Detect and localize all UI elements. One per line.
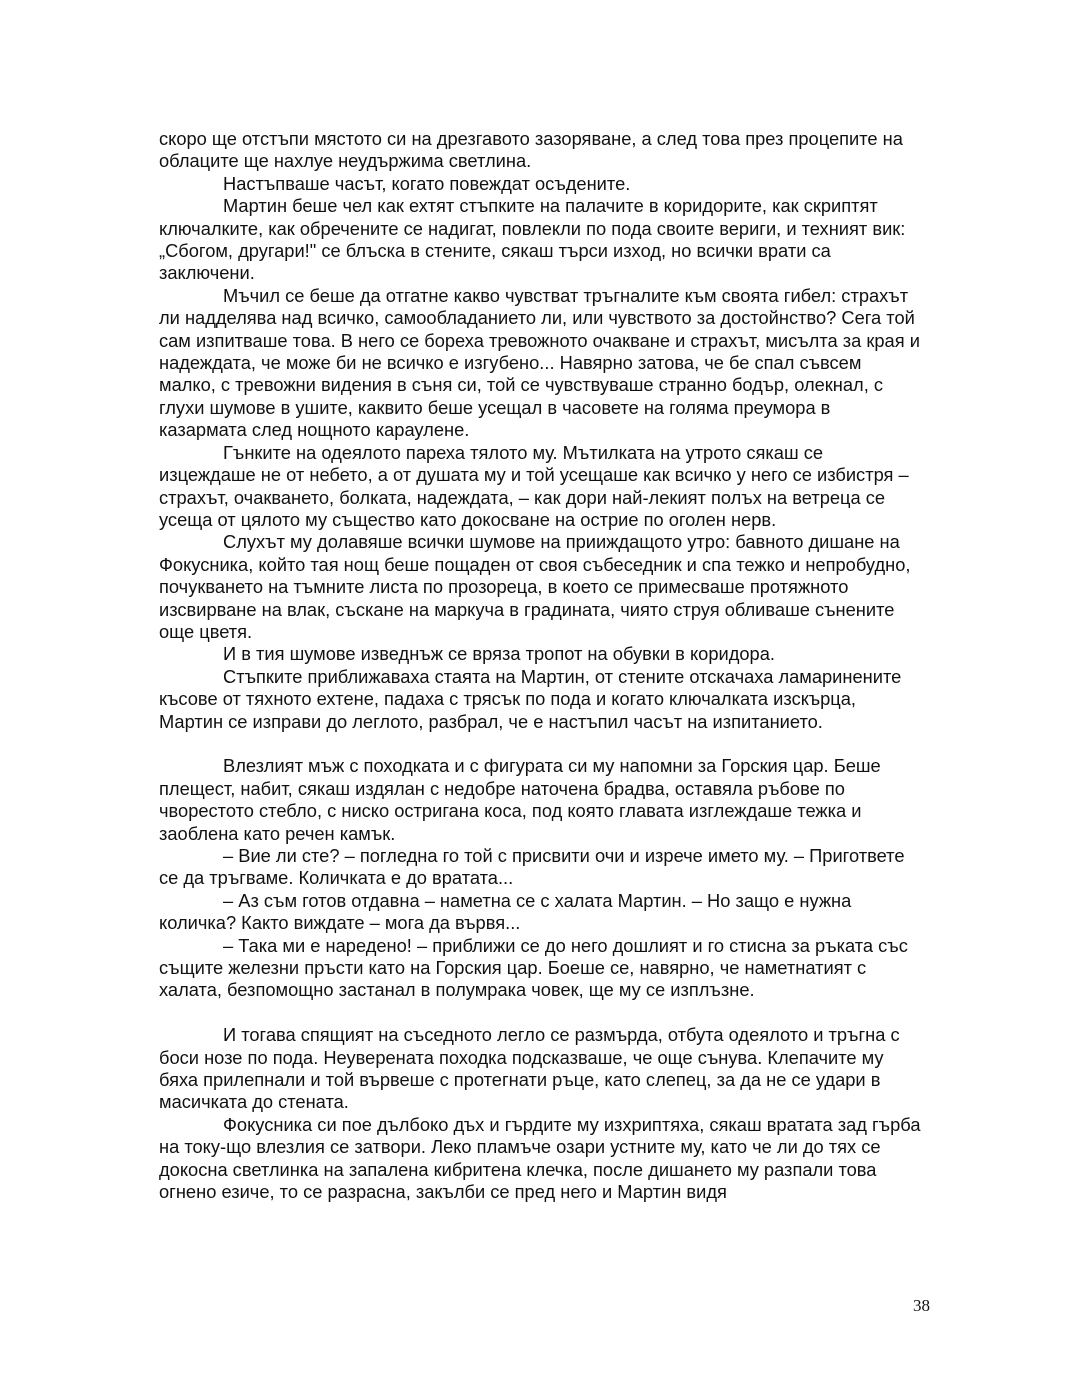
- section-gap: [159, 733, 923, 755]
- paragraph: Слухът му долавяше всички шумове на прииждащото утро: бавното дишане на Фокусника, който тая нощ беше пощаден от своя събеседник и спа тежко и непробудно, почукването на тъмните листа по прозореца, в което се примесваше протяжното изсвирване на влак, съскане на маркуча в градината, чиято струя обливаше сънените още цветя.: [159, 531, 911, 642]
- paragraph: Мартин беше чел как ехтят стъпките на палачите в коридорите, как скриптят ключалките, как обречените се надигат, повлекли по пода своите вериги, и техният вик: „Сбогом, другари!" се блъска в стените, сякаш търси изход, но всички врати са заключени.: [159, 195, 906, 284]
- paragraph-continuation: скоро ще отстъпи мястото си на дрезгавото зазоряване, а след това през процепите на облаците ще нахлуе неудържима светлина.: [159, 128, 903, 172]
- paragraph: Влезлият мъж с походката и с фигурата си му напомни за Горския цар. Беше плещест, набит, сякаш издялан с недобре наточена брадва, оставяла ръбове по чворестото стебло, с ниско остригана коса, под която главата изглеждаше тежка и заоблена като речен камък.: [159, 755, 881, 844]
- paragraph: Фокусника си пое дълбоко дъх и гърдите му изхриптяха, сякаш вратата зад гърба на току-що влезлия се затвори. Леко пламъче озари устните му, като че ли до тях се докосна светлинка на запалена кибритена клечка, после дишането му разпали това огнено езиче, то се разрасна, закълби се пред него и Мартин видя: [159, 1113, 921, 1203]
- dialogue-paragraph: – Вие ли сте? – погледна го той с присвити очи и изрече името му. – Пригответе се да тръгваме. Количката е до вратата...: [159, 844, 905, 889]
- paragraph: Стъпките приближаваха стаята на Мартин, от стените отскачаха ламаринените късове от тяхното ехтене, падаха с трясък по пода и когато ключалката изскърца, Мартин се изправи до леглото, разбрал, че е настъпил часът на изпитанието.: [159, 665, 902, 732]
- paragraph: И тогава спящият на съседното легло се размърда, отбута одеялото и тръгна с боси нозе по пода. Неуверената походка подсказваше, че още сънува. Клепачите му бяха прилепнали и той вървеше с протегнати ръце, като слепец, за да не се удари в масичката до стената.: [159, 1024, 900, 1113]
- paragraph: Мъчил се беше да отгатне какво чувстват тръгналите към своята гибел: страхът ли надделява над всичко, самообладанието ли, или чувството за достойнство? Сега той сам изпитваше това. В него се бореха тревожното очакване и страхът, мисълта за края и надеждата, че може би не всичко е изгубено... Навярно затова, че бе спал съвсем малко, с тревожни видения в съня си, той се чувствуваше странно бодър, олекнал, с глухи шумове в ушите, каквито беше усещал в часовете на голяма преумора в казармата след нощното караулене.: [159, 284, 920, 441]
- paragraph: И в тия шумове изведнъж се вряза тропот на обувки в коридора.: [223, 643, 775, 665]
- paragraph: Настъпваше часът, когато повеждат осъдените.: [223, 172, 631, 194]
- dialogue-paragraph: – Така ми е наредено! – приближи се до него дошлият и го стисна за ръката със същите железни пръсти като на Горския цар. Боеше се, навярно, че наметнатият с халата, безпомощно застанал в полумрака човек, ще му се изплъзне.: [159, 934, 908, 1001]
- section-gap: [159, 1002, 923, 1024]
- dialogue-paragraph: – Аз съм готов отдавна – наметна се с халата Мартин. – Но защо е нужна количка? Както виждате – мога да вървя...: [159, 889, 852, 934]
- body-text: [159, 128, 923, 1203]
- paragraph: Гънките на одеялото пареха тялото му. Мътилката на утрото сякаш се изцеждаше не от небето, а от душата му и той усещаше как всичко у него се избистря – страхът, очакването, болката, надеждата, – как дори най-лекият полъх на ветреца се усеща от цялото му същество като докосване на острие по оголен нерв.: [159, 441, 909, 530]
- page-number: 38: [913, 1296, 930, 1315]
